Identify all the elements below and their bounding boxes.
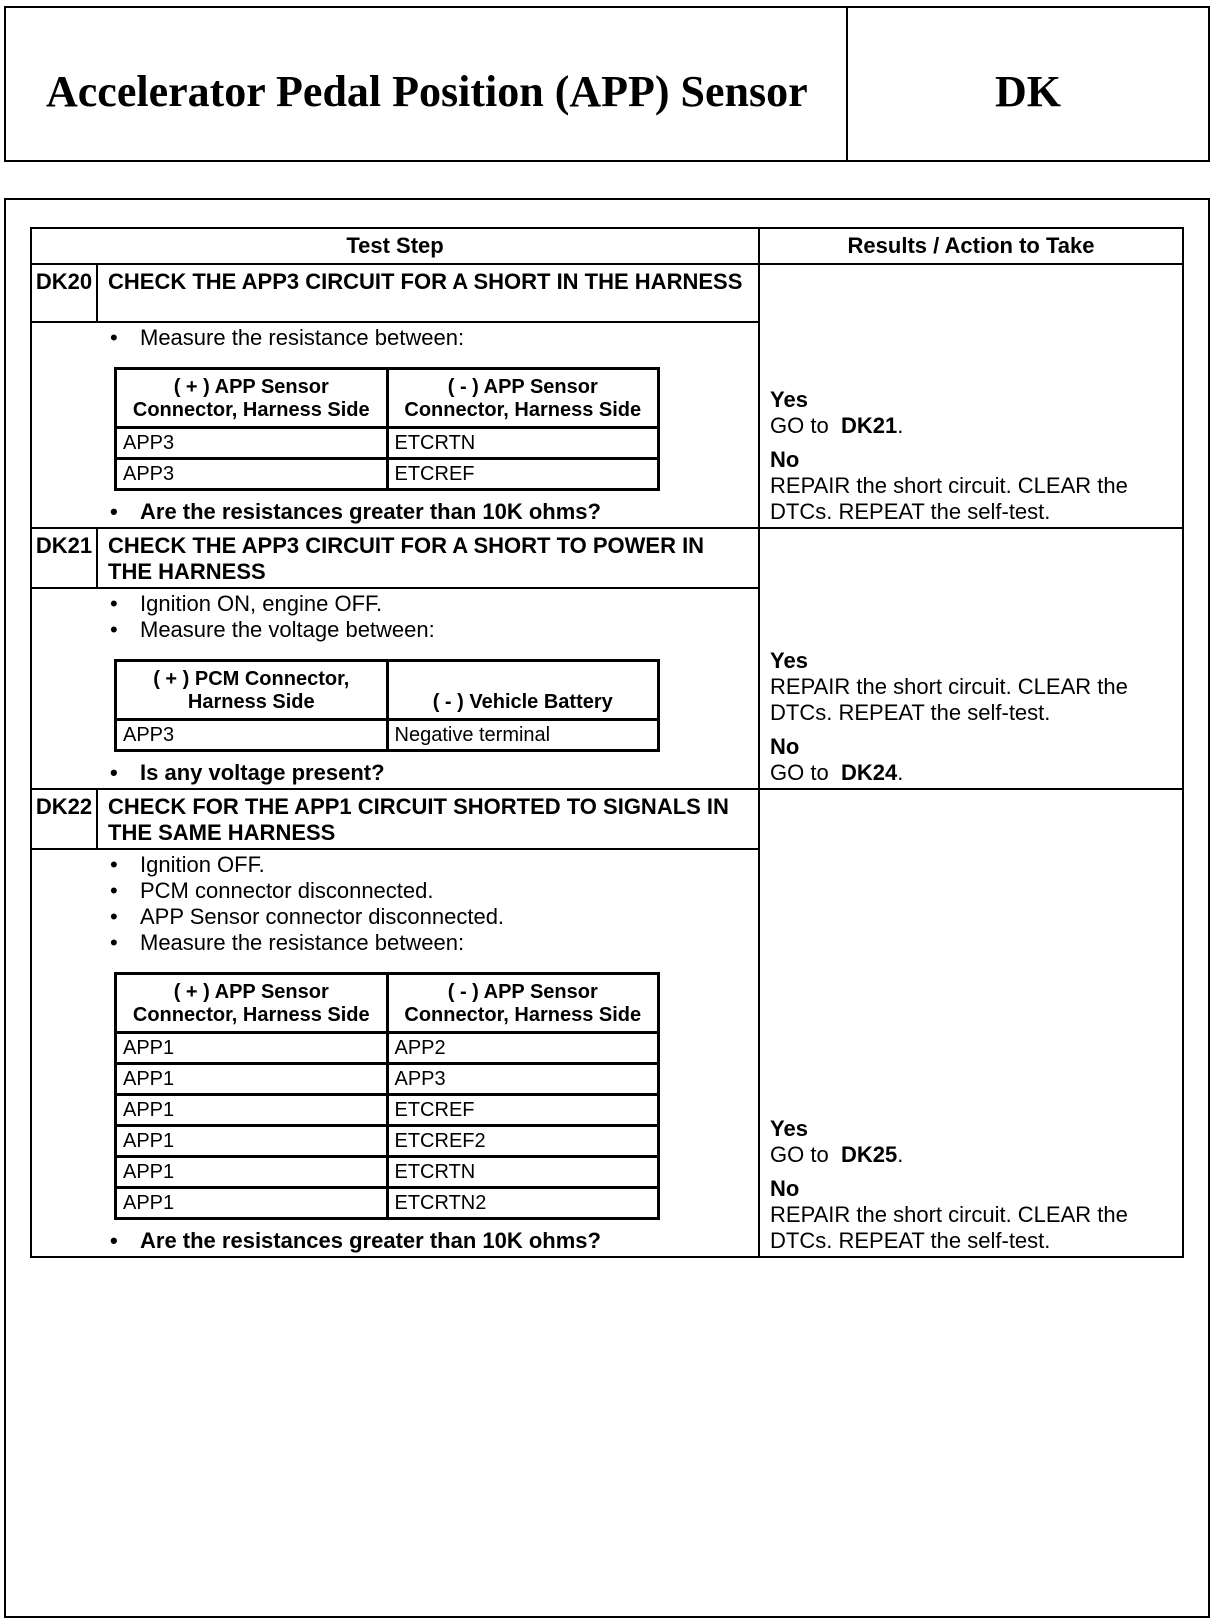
instruction-item: • Measure the resistance between: [110, 325, 758, 351]
step-reference: DK21 [840, 413, 898, 438]
table-row [116, 1033, 659, 1064]
step-reference: DK24 [840, 760, 898, 785]
step-question: • Is any voltage present? [110, 760, 758, 786]
step-title-row [31, 789, 1183, 849]
instruction-list [110, 852, 758, 956]
table-cell: APP1 [116, 1095, 388, 1126]
table-cell: APP3 [116, 428, 388, 459]
instruction-list [110, 591, 758, 643]
table-row [116, 1188, 659, 1219]
col-header-results: Results / Action to Take [759, 228, 1183, 264]
yes-action: REPAIR the short circuit. CLEAR the DTCs. REPEAT the self-test. [770, 674, 1128, 725]
test-step-table [30, 227, 1184, 1258]
table-cell: ETCREF [387, 1095, 659, 1126]
sub-header-plus: ( + ) APP Sensor Connector, Harness Side [116, 974, 388, 1033]
sub-header-plus: ( + ) PCM Connector, Harness Side [116, 661, 388, 720]
table-cell: APP3 [116, 720, 388, 751]
step-body [31, 588, 759, 789]
title-cell [6, 8, 848, 160]
table-header-row [31, 228, 1183, 264]
step-question: • Are the resistances greater than 10K ohms? [110, 1228, 758, 1254]
measurement-table [114, 659, 660, 752]
step-title-row [31, 528, 1183, 588]
section-code: DK [995, 67, 1061, 116]
table-row [116, 459, 659, 490]
step-id: DK20 [31, 264, 97, 322]
table-row [116, 1095, 659, 1126]
instruction-list [110, 325, 758, 351]
step-reference: DK25 [840, 1142, 898, 1167]
step-question: • Are the resistances greater than 10K ohms? [110, 499, 758, 525]
table-cell: Negative terminal [387, 720, 659, 751]
table-row [116, 1064, 659, 1095]
instruction-item: • PCM connector disconnected. [110, 878, 758, 904]
title-box [4, 6, 1210, 162]
measurement-table [114, 367, 660, 491]
no-action: REPAIR the short circuit. CLEAR the DTCs. REPEAT the self-test. [770, 1202, 1128, 1253]
step-results [759, 789, 1183, 1257]
step-results [759, 528, 1183, 789]
no-label: No [770, 447, 800, 472]
table-cell: ETCRTN2 [387, 1188, 659, 1219]
sub-header-minus: ( - ) APP Sensor Connector, Harness Side [387, 974, 659, 1033]
page-title: Accelerator Pedal Position (APP) Sensor [46, 67, 808, 116]
instruction-item: • Measure the voltage between: [110, 617, 758, 643]
measurement-table [114, 972, 660, 1220]
table-cell: APP1 [116, 1064, 388, 1095]
sub-header-minus: ( - ) Vehicle Battery [387, 661, 659, 720]
step-title: CHECK THE APP3 CIRCUIT FOR A SHORT IN THE HARNESS [97, 264, 759, 322]
table-row [116, 720, 659, 751]
step-body [31, 849, 759, 1257]
instruction-item: • Measure the resistance between: [110, 930, 758, 956]
step-title-row [31, 264, 1183, 322]
instruction-item: • Ignition OFF. [110, 852, 758, 878]
sub-header-plus: ( + ) APP Sensor Connector, Harness Side [116, 369, 388, 428]
instruction-item: • Ignition ON, engine OFF. [110, 591, 758, 617]
table-cell: APP1 [116, 1033, 388, 1064]
table-row [116, 1126, 659, 1157]
no-action: GO to DK24. [770, 760, 904, 785]
step-results [759, 264, 1183, 528]
yes-label: Yes [770, 1116, 808, 1141]
table-cell: APP1 [116, 1157, 388, 1188]
no-label: No [770, 734, 800, 759]
yes-label: Yes [770, 648, 808, 673]
table-cell: ETCRTN [387, 428, 659, 459]
step-body [31, 322, 759, 528]
yes-label: Yes [770, 387, 808, 412]
instruction-item: • APP Sensor connector disconnected. [110, 904, 758, 930]
table-cell: APP3 [116, 459, 388, 490]
table-cell: ETCREF2 [387, 1126, 659, 1157]
step-id: DK22 [31, 789, 97, 849]
table-cell: APP1 [116, 1188, 388, 1219]
table-cell: APP3 [387, 1064, 659, 1095]
table-row [116, 428, 659, 459]
table-cell: APP2 [387, 1033, 659, 1064]
section-code-cell [848, 8, 1208, 160]
table-row [116, 1157, 659, 1188]
sub-header-minus: ( - ) APP Sensor Connector, Harness Side [387, 369, 659, 428]
col-header-test-step: Test Step [31, 228, 759, 264]
yes-action: GO to DK21. [770, 413, 904, 438]
table-cell: APP1 [116, 1126, 388, 1157]
no-label: No [770, 1176, 800, 1201]
yes-action: GO to DK25. [770, 1142, 904, 1167]
step-id: DK21 [31, 528, 97, 588]
table-cell: ETCRTN [387, 1157, 659, 1188]
table-cell: ETCREF [387, 459, 659, 490]
step-title: CHECK THE APP3 CIRCUIT FOR A SHORT TO POWER IN THE HARNESS [97, 528, 759, 588]
step-title: CHECK FOR THE APP1 CIRCUIT SHORTED TO SIGNALS IN THE SAME HARNESS [97, 789, 759, 849]
no-action: REPAIR the short circuit. CLEAR the DTCs. REPEAT the self-test. [770, 473, 1128, 524]
